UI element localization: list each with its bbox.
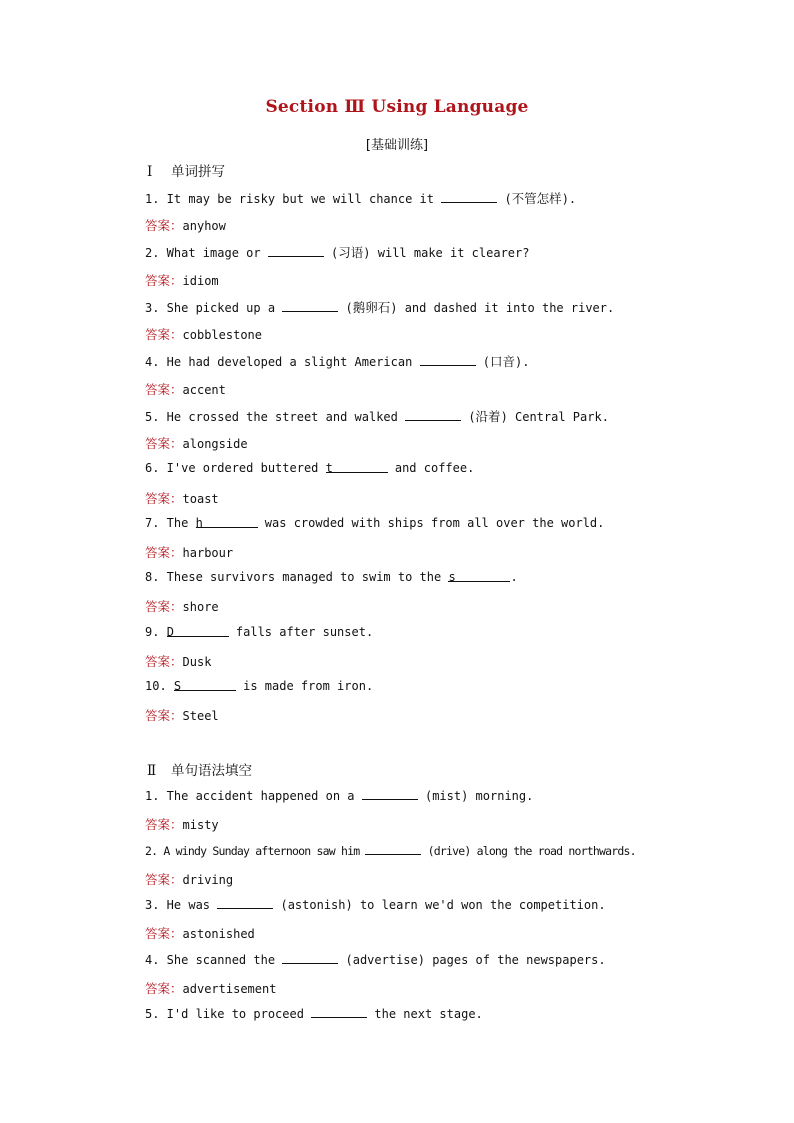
answer-line: 答案：idiom (145, 273, 219, 288)
question-item: 1. The accident happened on a (mist) morning. (145, 789, 534, 803)
answer-line: 答案：Dusk (145, 654, 212, 669)
section-heading-1 (147, 160, 225, 180)
answer-line: 答案：advertisement (145, 981, 277, 996)
question-item: 2. What image or (习语) will make it clearer? (145, 245, 530, 260)
answer-line: 答案：astonished (145, 926, 255, 941)
answer-line: 答案：misty (145, 817, 219, 832)
section-title: 单词拼写 (171, 164, 225, 180)
answer-blank: S (174, 679, 236, 691)
question-item: 4. She scanned the (advertise) pages of the newspapers. (145, 953, 606, 967)
question-item: 5. I'd like to proceed the next stage. (145, 1007, 483, 1021)
answer-line: 答案：Steel (145, 708, 219, 723)
section-heading-2 (147, 759, 252, 779)
question-item: 2. A windy Sunday afternoon saw him (drive) along the road northwards. (145, 844, 636, 858)
answer-blank (362, 788, 418, 800)
question-item: 10. S is made from iron. (145, 679, 374, 693)
answer-blank: t (326, 461, 388, 473)
question-item: 3. She picked up a (鹅卵石) and dashed it into the river. (145, 300, 615, 315)
question-item: 8. These survivors managed to swim to the s . (145, 570, 518, 584)
answer-blank: s (448, 570, 510, 582)
answer-blank (420, 354, 476, 366)
page-subtitle: [基础训练] (365, 138, 429, 153)
section-number: Ⅱ (147, 763, 157, 779)
question-item: 4. He had developed a slight American (口音). (145, 354, 530, 369)
answer-blank (217, 897, 273, 909)
answer-line: 答案：alongside (145, 436, 248, 451)
question-item: 7. The h was crowded with ships from all over the world. (145, 516, 605, 530)
answer-line: 答案：shore (145, 599, 219, 614)
question-item: 9. D falls after sunset. (145, 625, 374, 639)
answer-line: 答案：anyhow (145, 218, 226, 233)
answer-blank (441, 191, 497, 203)
answer-blank (311, 1006, 367, 1018)
answer-blank: D (167, 625, 229, 637)
section-number: Ⅰ (147, 164, 153, 180)
question-item: 3. He was (astonish) to learn we'd won the competition. (145, 898, 606, 912)
answer-line: 答案：cobblestone (145, 327, 262, 342)
answer-blank: h (196, 516, 258, 528)
answer-blank (282, 300, 338, 312)
answer-blank (282, 952, 338, 964)
question-item: 6. I've ordered buttered t and coffee. (145, 461, 475, 475)
answer-line: 答案：toast (145, 491, 219, 506)
page-title: Section Ⅲ Using Language (265, 97, 529, 117)
answer-line: 答案：harbour (145, 545, 234, 560)
question-item: 5. He crossed the street and walked (沿着) Central Park. (145, 409, 609, 424)
answer-blank (268, 245, 324, 257)
answer-line: 答案：driving (145, 872, 234, 887)
section-title: 单句语法填空 (171, 763, 252, 779)
question-item: 1. It may be risky but we will chance it (不管怎样). (145, 191, 577, 206)
answer-blank (365, 843, 421, 855)
answer-line: 答案：accent (145, 382, 226, 397)
answer-blank (405, 409, 461, 421)
